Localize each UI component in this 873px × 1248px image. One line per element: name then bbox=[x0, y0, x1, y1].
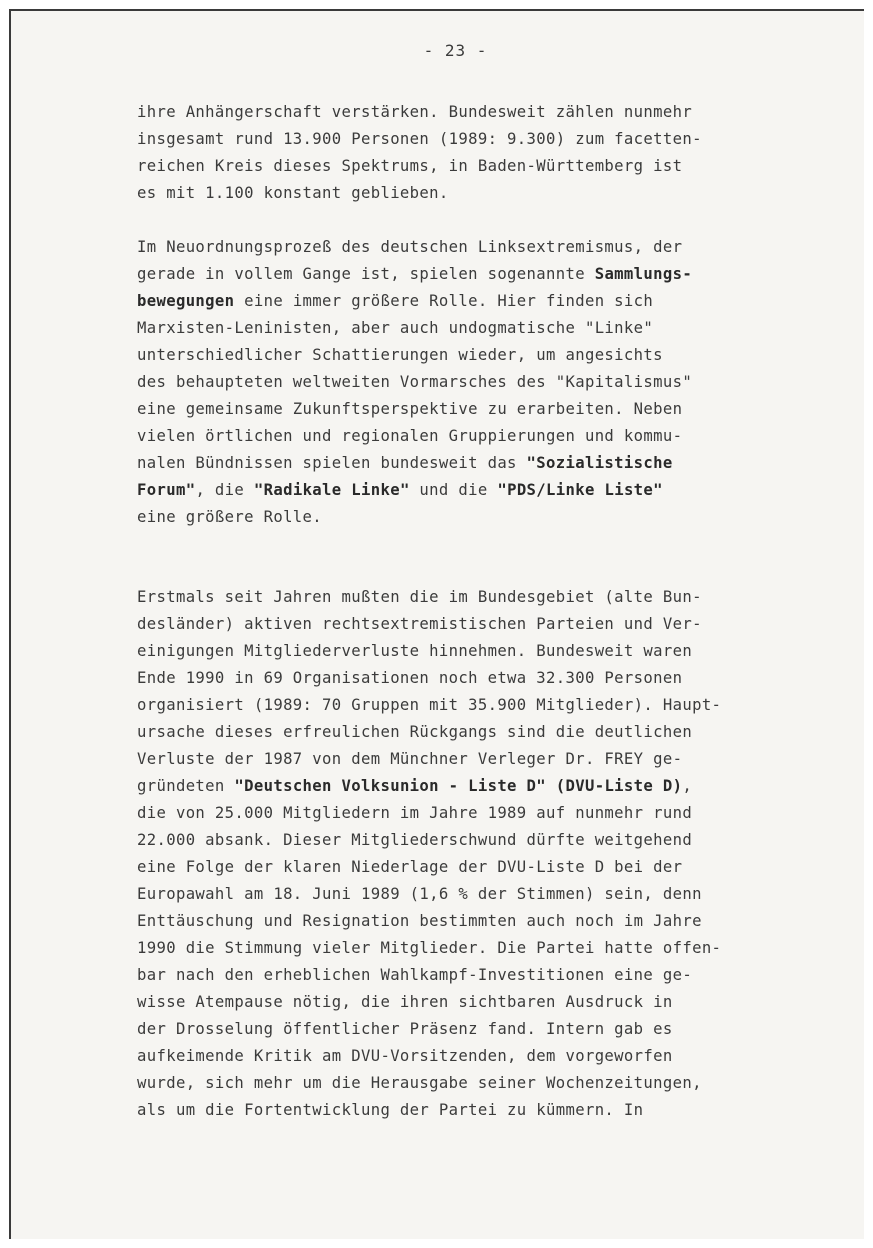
emphasized-term: "Deutschen Volksunion - Liste D" (DVU-Liste D) bbox=[234, 777, 683, 795]
text-line bbox=[137, 450, 787, 477]
text-segment: ihre Anhängerschaft verstärken. Bundesweit zählen nunmehr bbox=[137, 103, 693, 121]
text-line bbox=[137, 261, 787, 288]
text-line bbox=[137, 153, 787, 180]
emphasized-term: bewegungen bbox=[137, 292, 235, 310]
text-segment: Erstmals seit Jahren mußten die im Bundesgebiet (alte Bun- bbox=[137, 588, 702, 606]
text-line bbox=[137, 611, 787, 638]
text-segment: Marxisten-Leninisten, aber auch undogmatische "Linke" bbox=[137, 319, 654, 337]
text-segment: bar nach den erheblichen Wahlkampf-Investitionen eine ge- bbox=[137, 966, 693, 984]
text-line bbox=[137, 504, 787, 531]
text-line bbox=[137, 962, 787, 989]
text-line bbox=[137, 1043, 787, 1070]
text-line bbox=[137, 773, 787, 800]
text-line bbox=[137, 638, 787, 665]
text-line bbox=[137, 746, 787, 773]
text-line bbox=[137, 800, 787, 827]
text-segment: reichen Kreis dieses Spektrums, in Baden-Württemberg ist bbox=[137, 157, 683, 175]
text-segment: wurde, sich mehr um die Herausgabe seiner Wochenzeitungen, bbox=[137, 1074, 702, 1092]
text-segment: 22.000 absank. Dieser Mitgliederschwund dürfte weitgehend bbox=[137, 831, 693, 849]
text-segment: die von 25.000 Mitgliedern im Jahre 1989 auf nunmehr rund bbox=[137, 804, 693, 822]
text-line bbox=[137, 423, 787, 450]
text-segment: vielen örtlichen und regionalen Gruppierungen und kommu- bbox=[137, 427, 683, 445]
text-segment: eine größere Rolle. bbox=[137, 508, 323, 526]
text-segment: eine Folge der klaren Niederlage der DVU-Liste D bei der bbox=[137, 858, 683, 876]
text-segment: aufkeimende Kritik am DVU-Vorsitzenden, dem vorgeworfen bbox=[137, 1047, 673, 1065]
emphasized-term: "PDS/Linke Liste" bbox=[497, 481, 663, 499]
text-segment: einigungen Mitgliederverluste hinnehmen. Bundesweit waren bbox=[137, 642, 693, 660]
text-line bbox=[137, 234, 787, 261]
text-line bbox=[137, 99, 787, 126]
text-segment: Im Neuordnungsprozeß des deutschen Linksextremismus, der bbox=[137, 238, 683, 256]
text-segment: ursache dieses erfreulichen Rückgangs sind die deutlichen bbox=[137, 723, 693, 741]
text-segment: insgesamt rund 13.900 Personen (1989: 9.300) zum facetten- bbox=[137, 130, 702, 148]
emphasized-term: "Radikale Linke" bbox=[253, 481, 410, 499]
text-segment: nalen Bündnissen spielen bundesweit das bbox=[137, 454, 527, 472]
text-segment: wisse Atempause nötig, die ihren sichtbaren Ausdruck in bbox=[137, 993, 673, 1011]
text-line bbox=[137, 369, 787, 396]
text-line bbox=[137, 1070, 787, 1097]
text-line bbox=[137, 315, 787, 342]
text-line bbox=[137, 908, 787, 935]
text-line bbox=[137, 1016, 787, 1043]
text-line bbox=[137, 1097, 787, 1124]
text-segment: gerade in vollem Gange ist, spielen sogenannte bbox=[137, 265, 595, 283]
text-segment: eine immer größere Rolle. Hier finden sich bbox=[234, 292, 654, 310]
text-segment: Enttäuschung und Resignation bestimmten auch noch im Jahre bbox=[137, 912, 702, 930]
text-segment: Ende 1990 in 69 Organisationen noch etwa 32.300 Personen bbox=[137, 669, 683, 687]
text-segment: Verluste der 1987 von dem Münchner Verleger Dr. FREY ge- bbox=[137, 750, 683, 768]
emphasized-term: "Sozialistische bbox=[526, 454, 673, 472]
text-segment: als um die Fortentwicklung der Partei zu kümmern. In bbox=[137, 1101, 644, 1119]
text-line bbox=[137, 288, 787, 315]
text-segment: Europawahl am 18. Juni 1989 (1,6 % der Stimmen) sein, denn bbox=[137, 885, 702, 903]
page-number: - 23 - bbox=[423, 41, 488, 60]
text-segment: und die bbox=[409, 481, 498, 499]
text-line bbox=[137, 396, 787, 423]
text-line bbox=[137, 665, 787, 692]
text-line bbox=[137, 126, 787, 153]
paragraph-3 bbox=[137, 584, 787, 1124]
text-segment: desländer) aktiven rechtsextremistischen Parteien und Ver- bbox=[137, 615, 702, 633]
text-line bbox=[137, 719, 787, 746]
text-segment: es mit 1.100 konstant geblieben. bbox=[137, 184, 449, 202]
text-segment: eine gemeinsame Zukunftsperspektive zu erarbeiten. Neben bbox=[137, 400, 683, 418]
text-line bbox=[137, 692, 787, 719]
text-line bbox=[137, 935, 787, 962]
text-segment: , bbox=[682, 777, 693, 795]
text-segment: gründeten bbox=[137, 777, 235, 795]
text-line bbox=[137, 881, 787, 908]
paragraph-1 bbox=[137, 99, 787, 207]
text-line bbox=[137, 477, 787, 504]
text-segment: der Drosselung öffentlicher Präsenz fand. Intern gab es bbox=[137, 1020, 673, 1038]
emphasized-term: Sammlungs- bbox=[594, 265, 693, 283]
text-segment: organisiert (1989: 70 Gruppen mit 35.900 Mitglieder). Haupt- bbox=[137, 696, 722, 714]
text-segment: , die bbox=[195, 481, 254, 499]
text-segment: des behaupteten weltweiten Vormarsches des "Kapitalismus" bbox=[137, 373, 693, 391]
paragraph-2 bbox=[137, 234, 787, 531]
text-segment: 1990 die Stimmung vieler Mitglieder. Die Partei hatte offen- bbox=[137, 939, 722, 957]
text-line bbox=[137, 180, 787, 207]
text-line bbox=[137, 989, 787, 1016]
text-line bbox=[137, 854, 787, 881]
text-segment: unterschiedlicher Schattierungen wieder, um angesichts bbox=[137, 346, 663, 364]
text-line bbox=[137, 584, 787, 611]
text-line bbox=[137, 827, 787, 854]
emphasized-term: Forum" bbox=[137, 481, 196, 499]
document-page bbox=[9, 9, 864, 1239]
text-line bbox=[137, 342, 787, 369]
